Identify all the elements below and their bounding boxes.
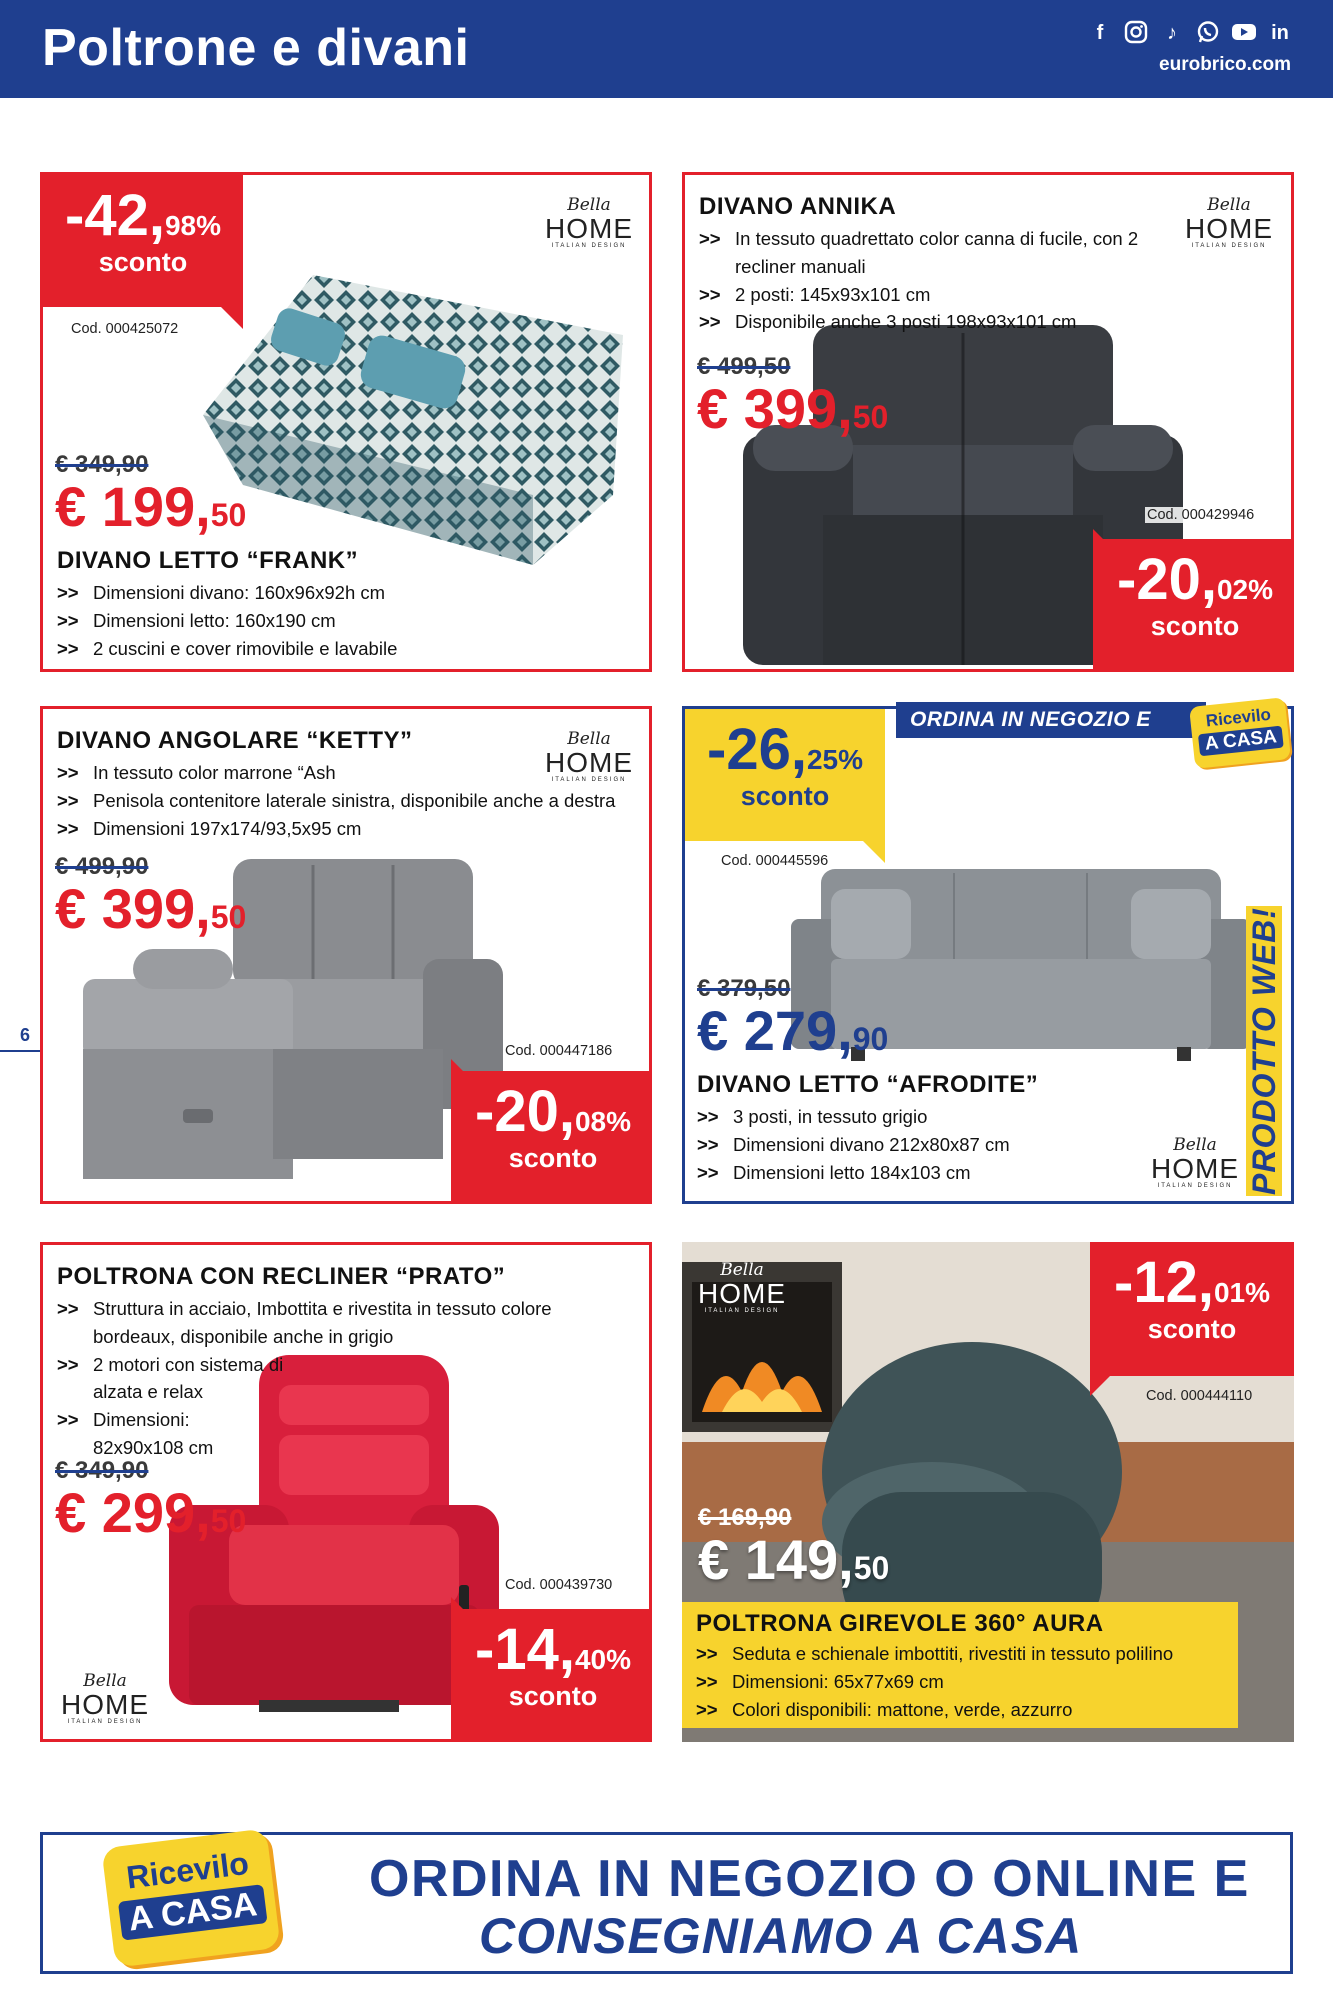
product-features: >> 3 posti, in tessuto grigio >> Dimensioni divano 212x80x87 cm >> Dimensioni letto 184x103 cm [697, 1103, 1137, 1186]
old-price: € 499,90 [55, 853, 149, 880]
bella-home-logo: Bella HOME ITALIAN DESIGN [61, 1671, 149, 1726]
product-name: POLTRONA GIREVOLE 360° AURA [696, 1610, 1104, 1637]
instagram-icon[interactable] [1123, 20, 1149, 46]
discount-badge: -12,01% sconto [1090, 1242, 1294, 1376]
product-name: POLTRONA CON RECLINER “PRATO” [57, 1263, 506, 1290]
product-code: Cod. 000439730 [505, 1577, 613, 1593]
product-code: Cod. 000429946 [1147, 507, 1255, 523]
sofa-bed-frank-image [203, 245, 643, 585]
product-code: Cod. 000425072 [71, 321, 179, 337]
page-number-rule [0, 1050, 40, 1052]
old-price: € 349,90 [55, 451, 149, 478]
product-card-ketty[interactable] [40, 706, 652, 1204]
page-number: 6 [20, 1025, 31, 1045]
bella-home-logo: Bella HOME ITALIAN DESIGN [545, 195, 633, 250]
product-card-prato[interactable] [40, 1242, 652, 1742]
product-features: >> Seduta e schienale imbottiti, rivestiti in tessuto polilino >> Dimensioni: 65x77x69 cm >> Colori disponibili: mattone, verde, azzurro [696, 1640, 1236, 1723]
linkedin-icon[interactable]: in [1271, 22, 1289, 44]
discount-badge: -20,02% sconto [1093, 539, 1294, 672]
bella-home-logo: Bella HOME ITALIAN DESIGN [1185, 195, 1273, 250]
whatsapp-icon[interactable] [1195, 20, 1221, 46]
sale-price: € 399,50 [55, 877, 247, 940]
product-card-afrodite[interactable] [682, 706, 1294, 1204]
bella-home-logo: Bella HOME ITALIAN DESIGN [545, 729, 633, 784]
product-code: Cod. 000444110 [1146, 1388, 1253, 1404]
website-link[interactable]: eurobrico.com [1159, 54, 1291, 75]
product-features: >> In tessuto color marrone “Ash >> Penisola contenitore laterale sinistra, disponibile anche a destra >> Dimensioni 197x174/93,5x95 cm [57, 759, 637, 842]
old-price: € 349,90 [55, 1457, 149, 1484]
sale-price: € 279,90 [697, 999, 889, 1062]
product-name: DIVANO LETTO “AFRODITE” [697, 1071, 1039, 1098]
product-name: DIVANO LETTO “FRANK” [57, 547, 359, 574]
social-links [1087, 20, 1293, 46]
product-info-box [682, 1602, 1238, 1728]
product-features: >> Struttura in acciaio, Imbottita e rivestita in tessuto colore bordeaux, disponibile anche in grigio >> 2 motori con sistema di alzata e relax >> Dimensioni: 82x90x108 cm [57, 1295, 637, 1462]
web-product-label: PRODOTTO WEB! [1246, 907, 1282, 1195]
old-price: € 499,50 [697, 353, 791, 380]
product-features: >> Dimensioni divano: 160x96x92h cm >> Dimensioni letto: 160x190 cm >> 2 cuscini e cover rimovibile e lavabile [57, 579, 617, 662]
facebook-icon[interactable]: f [1096, 22, 1104, 44]
product-card-annika[interactable] [682, 172, 1294, 672]
sale-price: € 399,50 [697, 377, 889, 440]
page-header [0, 0, 1333, 98]
sale-price: € 199,50 [55, 475, 247, 538]
discount-badge: -14,40% sconto [451, 1609, 652, 1742]
page-title: Poltrone e divani [42, 19, 470, 77]
product-code: Cod. 000445596 [721, 853, 829, 869]
tiktok-icon[interactable]: ♪ [1167, 22, 1177, 44]
product-features: >> In tessuto quadrettato color canna di fucile, con 2 recliner manuali >> 2 posti: 145x93x101 cm >> Disponibile anche 3 posti 198x93x101 cm [699, 225, 1139, 336]
old-price: € 379,50 [697, 975, 791, 1002]
home-delivery-stamp: Ricevilo A CASA [1189, 697, 1291, 769]
banner-headline: ORDINA IN NEGOZIO O ONLINE E [369, 1850, 1250, 1908]
product-name: DIVANO ANGOLARE “KETTY” [57, 727, 413, 754]
youtube-icon[interactable] [1231, 20, 1257, 46]
discount-badge: -26,25% sconto [685, 709, 885, 841]
home-delivery-stamp: Ricevilo A CASA [101, 1828, 280, 1967]
bella-home-logo: Bella HOME ITALIAN DESIGN [1151, 1135, 1239, 1190]
bella-home-logo: Bella HOME ITALIAN DESIGN [698, 1260, 786, 1315]
product-code: Cod. 000447186 [505, 1043, 613, 1059]
old-price: € 169,90 [698, 1504, 792, 1531]
sale-price: € 299,50 [55, 1481, 247, 1544]
discount-badge: -42,98% sconto [43, 175, 243, 307]
banner-subheadline: CONSEGNIAMO A CASA [479, 1908, 1083, 1964]
product-name: DIVANO ANNIKA [699, 193, 897, 220]
discount-badge: -20,08% sconto [451, 1071, 652, 1204]
product-card-frank[interactable] [40, 172, 652, 672]
order-in-store-ribbon: ORDINA IN NEGOZIO E [896, 702, 1206, 738]
sale-price: € 149,50 [698, 1528, 890, 1591]
